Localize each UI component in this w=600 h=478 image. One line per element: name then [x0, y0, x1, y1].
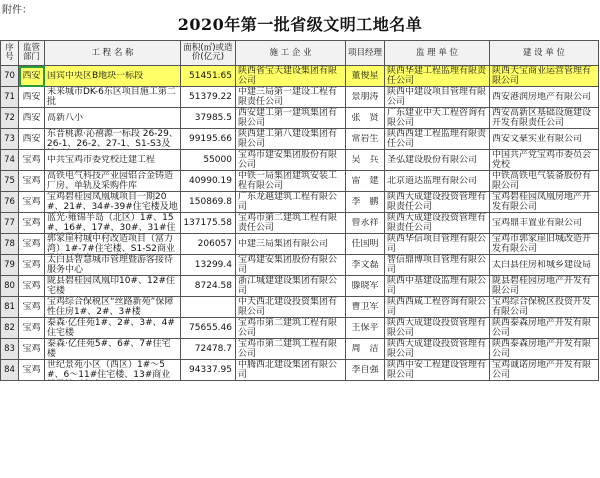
supervision-unit-cell-text: 陕西中建设项目管理有限公司	[387, 87, 487, 107]
area-cell-text: 51451.65	[189, 71, 232, 81]
supervision-unit-cell[interactable]	[385, 255, 490, 276]
dept-cell[interactable]	[19, 318, 45, 339]
row-number-cell-text: 77	[4, 218, 15, 228]
dept-cell-text: 西安	[22, 113, 41, 123]
project-manager-cell[interactable]	[346, 213, 385, 234]
supervision-unit-cell[interactable]	[385, 339, 490, 360]
owner-unit-cell-text: 宝鸡诚诺房地产开发有限公司	[492, 360, 592, 380]
construction-company-cell[interactable]	[236, 213, 346, 234]
area-cell-text: 150869.8	[189, 197, 232, 207]
project-name-cell[interactable]	[45, 318, 181, 339]
table-row[interactable]	[1, 318, 599, 339]
owner-unit-cell[interactable]	[490, 318, 599, 339]
supervision-unit-cell-text: 陕西大成建设投资管理有限公司	[387, 339, 487, 359]
supervision-unit-cell[interactable]	[385, 171, 490, 192]
supervision-unit-cell[interactable]	[385, 360, 490, 381]
supervision-unit-cell[interactable]	[385, 318, 490, 339]
construction-company-cell[interactable]	[236, 255, 346, 276]
supervision-unit-cell[interactable]	[385, 297, 490, 318]
supervision-unit-cell-text: 陕西大成建设投资管理有限公司	[387, 318, 487, 338]
dept-cell[interactable]	[19, 297, 45, 318]
area-cell[interactable]	[181, 339, 236, 360]
owner-unit-cell[interactable]	[490, 129, 599, 150]
owner-unit-cell[interactable]	[490, 87, 599, 108]
row-number-cell[interactable]	[1, 66, 19, 87]
table-row[interactable]	[1, 150, 599, 171]
table-row[interactable]	[1, 234, 599, 255]
project-manager-cell[interactable]	[346, 318, 385, 339]
table-body	[1, 66, 599, 381]
dept-cell-text: 宝鸡	[22, 281, 41, 291]
dept-cell[interactable]	[19, 171, 45, 192]
project-manager-cell[interactable]	[346, 150, 385, 171]
supervision-unit-cell-text: 陕西大成建设投资管理有限责任公司	[387, 213, 487, 233]
dept-cell[interactable]	[19, 87, 45, 108]
table-row[interactable]	[1, 255, 599, 276]
area-cell-text: 37985.5	[194, 113, 232, 123]
area-cell[interactable]	[181, 87, 236, 108]
construction-company-cell-text: 中天西北建设投资集团有限公司	[238, 297, 338, 317]
area-cell[interactable]	[181, 318, 236, 339]
row-number-cell[interactable]	[1, 255, 19, 276]
project-manager-cell[interactable]	[346, 276, 385, 297]
owner-unit-cell-text: 陕西天宝商业运营管理有限公司	[492, 66, 592, 86]
construction-company-cell-text: 陕西省宝天建设集团有限公司	[238, 66, 338, 86]
header-project-manager[interactable]: 项目经理	[346, 41, 385, 66]
project-name-cell-text: 泰森·亿佳苑1#、2#、3#、4#住宅楼	[47, 318, 175, 338]
project-manager-cell[interactable]	[346, 171, 385, 192]
area-cell-text: 72478.7	[194, 344, 232, 354]
project-manager-cell[interactable]	[346, 360, 385, 381]
owner-unit-cell[interactable]	[490, 297, 599, 318]
owner-unit-cell-text: 西安港润房地产有限公司	[492, 92, 592, 102]
area-cell-text: 94337.95	[189, 365, 232, 375]
area-cell-text: 40990.19	[189, 176, 232, 186]
owner-unit-cell[interactable]	[490, 66, 599, 87]
owner-unit-cell[interactable]	[490, 150, 599, 171]
dept-cell[interactable]	[19, 234, 45, 255]
row-number-cell-text: 73	[4, 134, 15, 144]
supervision-unit-cell[interactable]	[385, 150, 490, 171]
project-name-cell[interactable]	[45, 171, 181, 192]
construction-company-cell[interactable]	[236, 360, 346, 381]
dept-cell-text: 宝鸡	[22, 365, 41, 375]
project-name-cell[interactable]	[45, 339, 181, 360]
project-name-cell-text: 未来城市DK-6东区项目施工第二批	[47, 87, 176, 107]
construction-company-cell[interactable]	[236, 150, 346, 171]
row-number-cell[interactable]	[1, 87, 19, 108]
supervision-unit-cell[interactable]	[385, 234, 490, 255]
area-cell[interactable]	[181, 129, 236, 150]
supervision-unit-cell[interactable]	[385, 108, 490, 129]
project-manager-cell-text: 李 鹏	[351, 197, 379, 207]
supervision-unit-cell-text: 北京道达监理有限公司	[387, 176, 478, 186]
dept-cell-text: 西安	[22, 134, 41, 144]
row-number-cell[interactable]	[1, 276, 19, 297]
supervision-unit-cell-text: 陕西大成建设投资管理有限责任公司	[387, 192, 487, 212]
row-number-cell-text: 84	[4, 365, 15, 375]
area-cell-text: 55000	[203, 155, 232, 165]
owner-unit-cell[interactable]	[490, 234, 599, 255]
construction-company-cell[interactable]	[236, 297, 346, 318]
construction-company-cell-text: 中建三局集团有限公司	[238, 239, 329, 249]
project-manager-cell-text: 董俊星	[351, 71, 379, 81]
project-name-cell-text: 泰森·亿佳苑5#、6#、7#住宅楼	[47, 339, 171, 359]
project-name-cell[interactable]	[45, 150, 181, 171]
construction-company-cell[interactable]	[236, 87, 346, 108]
dept-cell-text: 宝鸡	[22, 197, 41, 207]
owner-unit-cell[interactable]	[490, 360, 599, 381]
project-name-cell-text: 高铁电气科技产业园铝合金铸造厂房、单轨及采购件库	[47, 171, 174, 191]
row-number-cell[interactable]	[1, 108, 19, 129]
project-name-cell-text: 宝鸡综合保税区“丝路新苑”保障性住房1#、2#、3#楼	[47, 297, 174, 317]
area-cell[interactable]	[181, 297, 236, 318]
construction-company-cell-text: 中铁一局集团建筑安装工程有限公司	[238, 171, 338, 191]
owner-unit-cell-text: 陕西泰森房地产开发有限公司	[492, 318, 592, 338]
construction-company-cell-text: 广东龙越建筑工程有限公司	[238, 192, 338, 212]
project-name-cell[interactable]	[45, 255, 181, 276]
attachment-label: 附件：	[2, 5, 32, 16]
project-manager-cell[interactable]	[346, 66, 385, 87]
header-project-name[interactable]: 工 程 名 称	[45, 41, 181, 66]
project-manager-cell-text: 曹卫军	[351, 302, 379, 312]
owner-unit-cell-text: 宝鸡鼎丰置业有限公司	[492, 218, 583, 228]
project-name-cell-text: 中共宝鸡市委党校迁建工程	[47, 155, 156, 165]
supervision-unit-cell-text: 陕西华建工程监理有限责任公司	[387, 66, 487, 86]
construction-company-cell[interactable]	[236, 276, 346, 297]
table-row[interactable]	[1, 276, 599, 297]
dept-cell-text: 宝鸡	[22, 176, 41, 186]
dept-cell-text: 宝鸡	[22, 239, 41, 249]
dept-cell[interactable]	[19, 66, 45, 87]
supervision-unit-cell-text: 陕西中安工程建设管理有限公司	[387, 360, 487, 380]
project-name-cell[interactable]	[45, 87, 181, 108]
project-name-cell[interactable]	[45, 276, 181, 297]
dept-cell[interactable]	[19, 213, 45, 234]
supervision-unit-cell[interactable]	[385, 276, 490, 297]
row-number-cell-text: 79	[4, 260, 15, 270]
owner-unit-cell-text: 宝鸡碧桂园凤凰房地产开发有限公司	[492, 192, 592, 212]
dept-cell-text: 宝鸡	[22, 344, 41, 354]
project-manager-cell-text: 王保平	[351, 323, 379, 333]
project-manager-cell[interactable]	[346, 255, 385, 276]
table-header-row	[1, 41, 599, 66]
dept-cell-text: 宝鸡	[22, 260, 41, 270]
row-number-cell-text: 82	[4, 323, 15, 333]
supervision-unit-cell-text: 广东建业中天工程咨询有限公司	[387, 108, 487, 128]
owner-unit-cell-text: 中铁高铁电气装备股份有限公司	[492, 171, 592, 191]
project-name-cell[interactable]	[45, 66, 181, 87]
project-manager-cell-text: 周 洁	[351, 344, 379, 354]
project-manager-cell[interactable]	[346, 234, 385, 255]
owner-unit-cell[interactable]	[490, 276, 599, 297]
area-cell[interactable]	[181, 192, 236, 213]
project-manager-cell[interactable]	[346, 339, 385, 360]
supervision-unit-cell[interactable]	[385, 129, 490, 150]
dept-cell-text: 宝鸡	[22, 302, 41, 312]
row-number-cell[interactable]	[1, 318, 19, 339]
area-cell[interactable]	[181, 234, 236, 255]
project-name-cell-text: 东晋桃源·沁禧源一标段 26-29、26-1、26-2、27-1、S1-S3及	[47, 129, 178, 149]
supervision-unit-cell[interactable]	[385, 66, 490, 87]
project-manager-cell[interactable]	[346, 129, 385, 150]
row-number-cell[interactable]	[1, 213, 19, 234]
project-name-cell[interactable]	[45, 129, 181, 150]
supervision-unit-cell[interactable]	[385, 87, 490, 108]
row-number-cell-text: 76	[4, 197, 15, 207]
construction-company-cell[interactable]	[236, 129, 346, 150]
dept-cell[interactable]	[19, 339, 45, 360]
project-name-cell[interactable]	[45, 213, 181, 234]
header-construction-company[interactable]: 施 工 企 业	[236, 41, 346, 66]
supervision-unit-cell-text: 陕西西咸工程咨询有限公司	[387, 297, 487, 317]
project-manager-cell-text: 常岩生	[351, 134, 379, 144]
supervision-unit-cell[interactable]	[385, 213, 490, 234]
owner-unit-cell-text: 太白县住房和城乡建设局	[492, 260, 592, 270]
project-name-cell-text: 世纪景苑小区（西区）1#～5#、6～11#住宅楼、13#商业	[47, 360, 171, 380]
supervision-unit-cell-text: 陕西西建工程监理有限责任公司	[387, 129, 487, 149]
owner-unit-cell-text: 宝鸡综合保税区投资开发有限公司	[492, 297, 592, 317]
dept-cell[interactable]	[19, 150, 45, 171]
dept-cell[interactable]	[19, 255, 45, 276]
construction-company-cell-text: 宝鸡市第二建筑工程有限公司	[238, 318, 338, 338]
owner-unit-cell-text: 中国共产党宝鸡市委员会党校	[492, 150, 592, 170]
table-row[interactable]	[1, 171, 599, 192]
row-number-cell-text: 72	[4, 113, 15, 123]
row-number-cell-text: 83	[4, 344, 15, 354]
dept-cell[interactable]	[19, 276, 45, 297]
supervision-unit-cell-text: 智信鼎博项目管理有限公司	[387, 255, 487, 275]
table-row[interactable]	[1, 87, 599, 108]
area-cell-text: 137175.58	[183, 218, 232, 228]
construction-company-cell[interactable]	[236, 234, 346, 255]
area-cell-text: 206057	[197, 239, 232, 249]
dept-cell-text: 西安	[22, 92, 41, 102]
area-cell-text: 8724.58	[194, 281, 232, 291]
row-number-cell-text: 71	[4, 92, 15, 102]
project-manager-cell-text: 雷 建	[351, 176, 379, 186]
table-row[interactable]	[1, 339, 599, 360]
project-name-cell-text: 太白县智慧城市管理暨游客接待服务中心	[47, 255, 174, 275]
project-name-cell[interactable]	[45, 192, 181, 213]
construction-company-cell[interactable]	[236, 108, 346, 129]
area-cell[interactable]	[181, 213, 236, 234]
dept-cell-text: 西安	[22, 71, 41, 81]
supervision-unit-cell[interactable]	[385, 192, 490, 213]
project-manager-cell-text: 滕晓军	[351, 281, 379, 291]
dept-cell[interactable]	[19, 360, 45, 381]
row-number-cell[interactable]	[1, 171, 19, 192]
header-no[interactable]: 序号	[1, 41, 19, 66]
row-number-cell[interactable]	[1, 192, 19, 213]
row-number-cell-text: 74	[4, 155, 15, 165]
dept-cell-text: 宝鸡	[22, 155, 41, 165]
area-cell[interactable]	[181, 108, 236, 129]
project-manager-cell-text: 吴 兵	[351, 155, 379, 165]
owner-unit-cell[interactable]	[490, 339, 599, 360]
row-number-cell-text: 70	[4, 71, 15, 81]
area-cell[interactable]	[181, 276, 236, 297]
owner-unit-cell-text: 西安文豪实业有限公司	[492, 134, 583, 144]
construction-company-cell-text: 宝鸡市建安集团股份有限公司	[238, 150, 338, 170]
table-row[interactable]	[1, 360, 599, 381]
project-name-cell-text: 宝鸡碧桂园凤凰城项目一期20#、21#、34#-39#住宅楼及地	[47, 192, 178, 212]
project-manager-cell[interactable]	[346, 297, 385, 318]
row-number-cell[interactable]	[1, 297, 19, 318]
construction-company-cell-text: 宝鸡市第二建筑工程有限责任公司	[238, 213, 338, 233]
table-row[interactable]	[1, 297, 599, 318]
construction-company-cell[interactable]	[236, 66, 346, 87]
owner-unit-cell[interactable]	[490, 192, 599, 213]
project-manager-cell[interactable]	[346, 87, 385, 108]
supervision-unit-cell-text: 圣弘建设股份有限公司	[387, 155, 478, 165]
project-manager-cell-text: 曾永祥	[351, 218, 379, 228]
row-number-cell[interactable]	[1, 339, 19, 360]
area-cell-text: 75655.46	[189, 323, 232, 333]
row-number-cell[interactable]	[1, 360, 19, 381]
area-cell[interactable]	[181, 360, 236, 381]
project-name-cell[interactable]	[45, 360, 181, 381]
dept-cell[interactable]	[19, 108, 45, 129]
row-number-cell-text: 75	[4, 176, 15, 186]
project-manager-cell-text: 李自强	[351, 365, 379, 375]
row-number-cell-text: 80	[4, 281, 15, 291]
header-area[interactable]: 面积(㎡)或造价(亿元)	[181, 41, 236, 66]
area-cell[interactable]	[181, 255, 236, 276]
project-name-cell-text: 郭家崖村城中村改造项目（富力湾）1#-7#住宅楼、S1-S2商业	[47, 234, 175, 254]
row-number-cell-text: 78	[4, 239, 15, 249]
construction-company-cell-text: 宝鸡市第二建筑工程有限公司	[238, 339, 338, 359]
supervision-unit-cell-text: 陕西华信项目管理有限公司	[387, 234, 487, 254]
owner-unit-cell[interactable]	[490, 171, 599, 192]
project-manager-cell[interactable]	[346, 108, 385, 129]
area-cell[interactable]	[181, 66, 236, 87]
table-row[interactable]	[1, 66, 599, 87]
construction-company-cell-text: 中建三局第一建设工程有限责任公司	[238, 87, 338, 107]
project-name-cell-text: 国宾中央区B地块一标段	[47, 71, 144, 81]
header-supervision-unit[interactable]: 监 理 单 位	[385, 41, 490, 66]
construction-company-cell[interactable]	[236, 192, 346, 213]
construction-company-cell-text: 浙江城建建设集团有限公司	[238, 276, 338, 296]
project-manager-cell[interactable]	[346, 192, 385, 213]
project-name-cell-text: 高新八小	[47, 113, 84, 123]
construction-company-cell-text: 陕西建工第八建设集团有限公司	[238, 129, 338, 149]
table-row[interactable]	[1, 108, 599, 129]
construction-company-cell[interactable]	[236, 318, 346, 339]
table-row[interactable]	[1, 129, 599, 150]
row-number-cell[interactable]	[1, 129, 19, 150]
owner-unit-cell[interactable]	[490, 213, 599, 234]
dept-cell[interactable]	[19, 129, 45, 150]
construction-company-cell[interactable]	[236, 339, 346, 360]
construction-company-cell-text: 中腾西北建设集团有限公司	[238, 360, 338, 380]
area-cell-text: 51379.22	[189, 92, 232, 102]
project-name-cell-text: 蓝光·雍锦半岛（北区）1#、15#、16#、17#、30#、31#住	[47, 213, 176, 233]
data-table	[0, 40, 599, 381]
supervision-unit-cell-text: 陕西中基建设监理有限公司	[387, 276, 487, 296]
row-number-cell[interactable]	[1, 234, 19, 255]
project-manager-cell-text: 景朋涛	[351, 92, 379, 102]
project-name-cell[interactable]	[45, 108, 181, 129]
page-title: 2020年第一批省级文明工地名单	[177, 15, 423, 34]
project-manager-cell-text: 李文磊	[351, 260, 379, 270]
construction-company-cell-text: 宝鸡建安集团股份有限公司	[238, 255, 338, 275]
area-cell[interactable]	[181, 150, 236, 171]
owner-unit-cell-text: 陕西泰森房地产开发有限公司	[492, 339, 592, 359]
area-cell[interactable]	[181, 171, 236, 192]
project-name-cell[interactable]	[45, 297, 181, 318]
project-name-cell-text: 陇县碧桂园凤凰印10#、12#住宅楼	[47, 276, 175, 296]
dept-cell-text: 宝鸡	[22, 323, 41, 333]
owner-unit-cell[interactable]	[490, 255, 599, 276]
owner-unit-cell-text: 陇县碧桂园房地产开发有限公司	[492, 276, 592, 296]
owner-unit-cell-text: 西安高新区基础设施建设开发有限责任公司	[492, 108, 592, 128]
row-number-cell-text: 81	[4, 302, 15, 312]
table-row[interactable]	[1, 213, 599, 234]
dept-cell[interactable]	[19, 192, 45, 213]
area-cell-text: 13299.4	[194, 260, 232, 270]
area-cell-text: 99195.66	[189, 134, 232, 144]
header-dept[interactable]: 监管部门	[19, 41, 45, 66]
dept-cell-text: 宝鸡	[22, 218, 41, 228]
owner-unit-cell[interactable]	[490, 108, 599, 129]
project-manager-cell-text: 任国明	[351, 239, 379, 249]
header-owner-unit[interactable]: 建 设 单 位	[490, 41, 599, 66]
project-name-cell[interactable]	[45, 234, 181, 255]
row-number-cell[interactable]	[1, 150, 19, 171]
table-row[interactable]	[1, 192, 599, 213]
construction-company-cell[interactable]	[236, 171, 346, 192]
construction-company-cell-text: 西安建工第一建筑集团有限公司	[238, 108, 338, 128]
owner-unit-cell-text: 宝鸡市郭家崖旧城改造开发有限公司	[492, 234, 592, 254]
project-manager-cell-text: 张 贤	[351, 113, 379, 123]
